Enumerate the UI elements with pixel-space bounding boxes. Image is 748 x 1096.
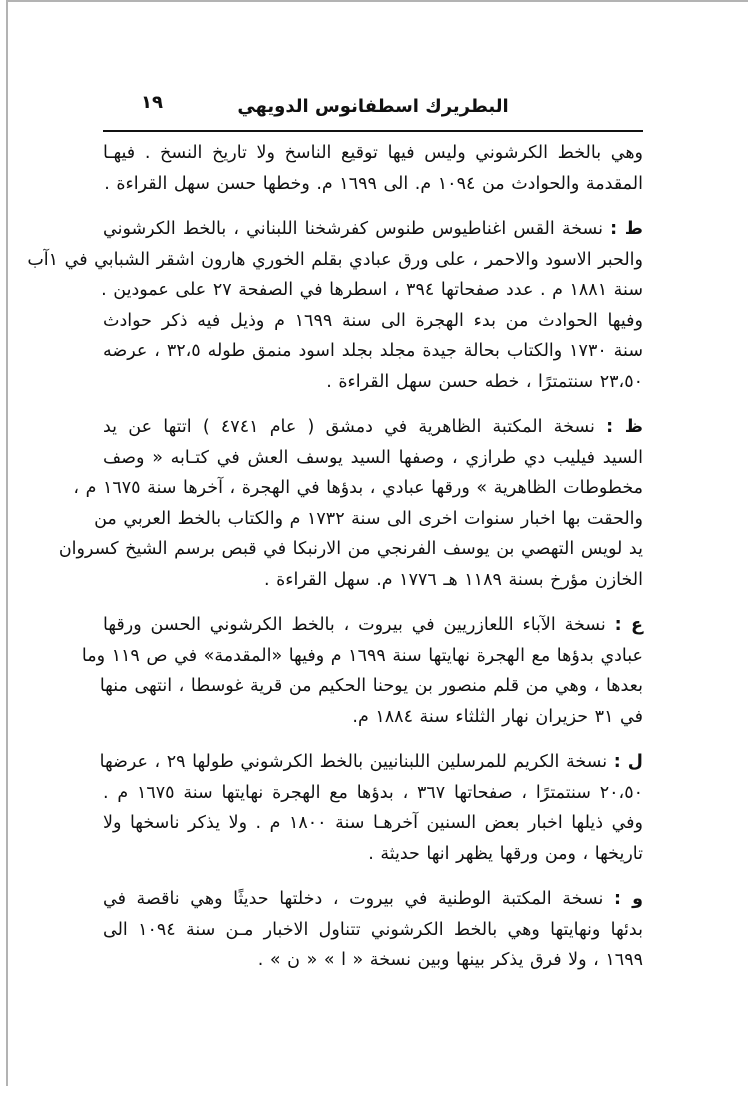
text-line: وفي ذيلها اخبار بعض السنين آخرهـا سنة ١٨٠٠ م . ولا يذكر ناسخها ولا: [103, 813, 643, 833]
text-line: سنة ١٨٨١ م . عدد صفحاتها ٣٩٤ ، اسطرها في الصفحة ٢٧ على عمودين .: [101, 280, 643, 300]
text-line: [103, 610, 643, 641]
text-line: المقدمة والحوادث من ١٠٩٤ م. الى ١٦٩٩ م. وخطها حسن سهل القراءة .: [104, 173, 643, 194]
text-line: الخازن مؤرخ بسنة ١١٨٩ هـ ١٧٧٦ م. سهل القراءة .: [264, 569, 643, 590]
text-line: بعدها ، وهي من قلم منصور بن يوحنا الحكيم من قرية غوسطا ، انتهى منها: [99, 676, 643, 696]
running-head: [103, 92, 643, 130]
text-line: يد لويس التهصي بن يوسف الفرنجي من الارنبكا في قبص برسم الشيخ كسروان: [58, 539, 643, 559]
text-line-content: نسخة الكريم للمرسلين اللبنانيين بالخط الكرشوني طولها ٢٩ ، عرضها: [99, 752, 608, 772]
manuscript-siglum: و :: [614, 889, 644, 909]
text-line: [103, 884, 643, 915]
header-rule: [103, 130, 643, 132]
text-line: ١٦٩٩ ، ولا فرق يذكر بينها وبين نسخة « ا » « ن » .: [257, 950, 643, 970]
manuscript-entry-za: [58, 412, 643, 595]
text-line: سنة ١٧٣٠ والكتاب بحالة جيدة مجلد بجلد اسود منمق طوله ٣٢،٥ ، عرضه: [103, 341, 643, 361]
text-line: عبادي بدؤها مع الهجرة نهايتها سنة ١٦٩٩ م وفيها «المقدمة» في ص ١١٩ وما: [81, 645, 643, 666]
manuscript-siglum: ع :: [614, 615, 643, 635]
manuscript-siglum: ظ :: [606, 417, 643, 437]
text-line-content: نسخة المكتبة الظاهرية في دمشق ( عام ٤٧٤١ ) اتتها عن يد: [103, 417, 595, 437]
text-line: ٢٣،٥٠ سنتمترًا ، خطه حسن سهل القراءة .: [326, 371, 643, 392]
text-line-content: نسخة القس اغناطيوس طنوس كفرشخنا اللبناني ، بالخط الكرشوني: [103, 219, 603, 239]
text-line: مخطوطات الظاهرية » ورقها عبادي ، بدؤها في الهجرة ، آخرها سنة ١٦٧٥ م ،: [73, 478, 643, 498]
manuscript-siglum: ط :: [610, 219, 643, 239]
text-line: والحقت بها اخبار سنوات اخرى الى سنة ١٧٣٢ م والكتاب بالخط العربي من: [94, 508, 643, 529]
manuscript-entry-ta: [27, 214, 643, 397]
text-line: تاريخها ، ومن ورقها يظهر انها حديثة .: [368, 843, 643, 864]
page-number: ١٩: [141, 92, 163, 113]
text-line: [99, 747, 643, 778]
text-line-content: نسخة الآباء اللعازريين في بيروت ، بالخط الكرشوني الحسن ورقها: [103, 615, 606, 635]
manuscript-entry-ayn: [81, 610, 643, 732]
manuscript-siglum: ل :: [613, 752, 643, 772]
text-line: وفيها الحوادث من بدء الهجرة الى سنة ١٦٩٩ م وذيل فيه ذكر حوادث: [103, 310, 643, 331]
book-page: [27, 92, 644, 976]
manuscript-entry-waw: [103, 884, 643, 976]
text-line: [103, 412, 643, 443]
text-line: ٢٠،٥٠ سنتمترًا ، صفحاتها ٣٦٧ ، بدؤها مع الهجرة نهايتها سنة ١٦٧٥ م .: [103, 782, 643, 803]
text-line: السيد فيليب دي طرازي ، وصفها السيد يوسف العش في كتـابه « وصف: [103, 447, 643, 468]
manuscript-entry-lam: [99, 747, 643, 869]
running-title: البطريرك اسطفانوس الدويهي: [237, 96, 509, 117]
text-line: بدئها ونهايتها وهي بالخط الكرشوني تتناول الاخبار مـن سنة ١٠٩٤ الى: [103, 919, 643, 940]
text-line: وهي بالخط الكرشوني وليس فيها توقيع الناسخ ولا تاريخ النسخ . فيهـا: [103, 143, 643, 163]
text-line: والحبر الاسود والاحمر ، على ورق عبادي بقلم الخوري هارون اشقر الشبابي في ١آب: [27, 249, 643, 270]
text-line: في ٣١ حزيران نهار الثلثاء سنة ١٨٨٤ م.: [352, 706, 643, 727]
text-line: [103, 214, 643, 245]
text-line-content: نسخة المكتبة الوطنية في بيروت ، دخلتها حديثًا وهي ناقصة في: [103, 889, 604, 909]
paragraph-continuation: [103, 138, 643, 199]
